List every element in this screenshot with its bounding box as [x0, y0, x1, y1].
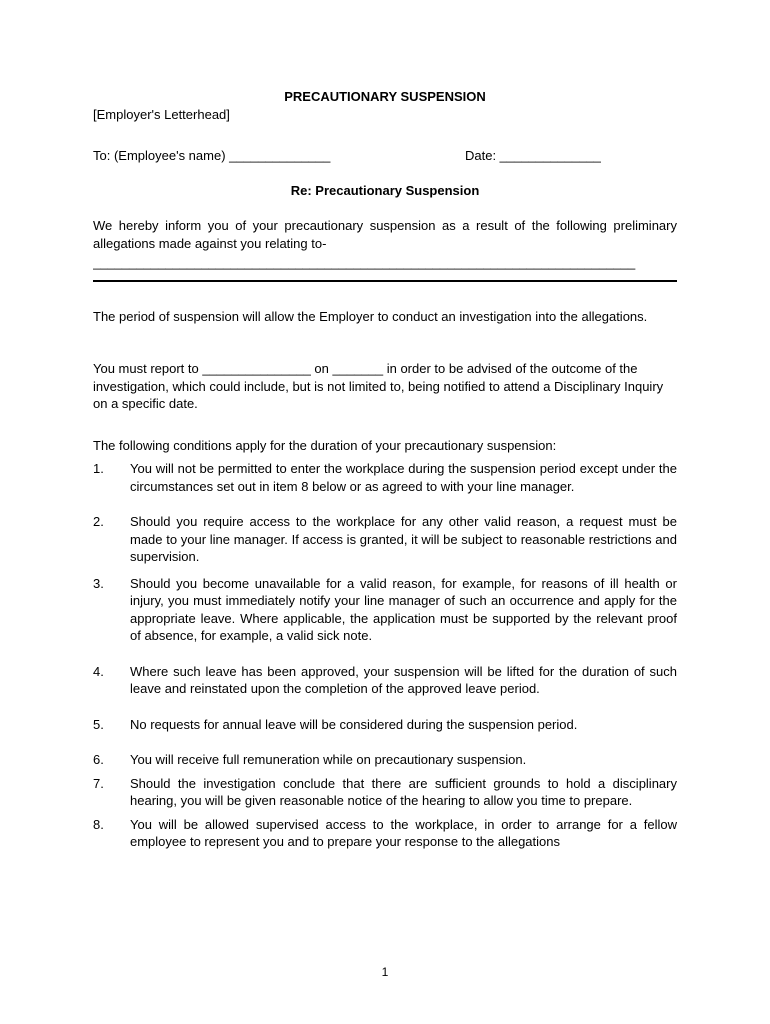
item-number: 3. [93, 575, 104, 591]
letterhead-placeholder: [Employer's Letterhead] [93, 106, 230, 122]
list-item [93, 816, 677, 851]
item-text: Should you become unavailable for a valid reason, for example, for reasons of ill health or injury, you must immediately notify your line manager of such an occurrence and apply for the appropriate leave. Where applicable, the application must be supported by the relevant proof of absence, for example, a valid sick note. [130, 575, 677, 643]
item-text: Should the investigation conclude that there are sufficient grounds to hold a disciplinary hearing, you will be given reasonable notice of the hearing to allow you time to prepare. [130, 775, 677, 808]
intro-paragraph: We hereby inform you of your precautionary suspension as a result of the following preliminary allegations made against you relating to- [93, 218, 677, 251]
list-item [93, 663, 677, 698]
allegations-blank-line: ___________________________________________________________________________ [93, 255, 636, 270]
date-line: Date: ______________ [465, 148, 601, 163]
item-number: 6. [93, 752, 104, 767]
report-paragraph: You must report to _______________ on _______ in order to be advised of the outcome of the investigation, which could include, but is not limited to, being notified to attend a Disciplinary Inquiry on a specific date. [93, 361, 664, 411]
item-number: 8. [93, 816, 104, 832]
document-title: PRECAUTIONARY SUSPENSION [284, 89, 486, 104]
item-text: You will not be permitted to enter the workplace during the suspension period except under the circumstances set out in item 8 below or as agreed to with your line manager. [130, 461, 677, 494]
item-number: 5. [93, 716, 104, 732]
page-number: 1 [381, 965, 389, 979]
item-number: 1. [93, 461, 104, 476]
period-paragraph: The period of suspension will allow the Employer to conduct an investigation into the allegations. [93, 308, 648, 324]
list-item [93, 460, 677, 495]
list-item [93, 513, 677, 566]
item-number: 2. [93, 514, 104, 529]
list-item [93, 751, 677, 769]
list-item [93, 575, 677, 645]
addressee-row [93, 147, 677, 165]
item-text: Should you require access to the workplace for any other valid reason, a request must be made to your line manager. If access is granted, it will be subject to reasonable restrictions and supervision. [130, 514, 677, 564]
item-text: You will receive full remuneration while on precautionary suspension. [130, 752, 527, 767]
document-body [93, 88, 677, 851]
item-text: Where such leave has been approved, your suspension will be lifted for the duration of such leave and reinstated upon the completion of the approved leave period. [130, 663, 677, 696]
subject-line: Re: Precautionary Suspension [290, 182, 480, 198]
item-number: 7. [93, 775, 104, 791]
item-text: No requests for annual leave will be considered during the suspension period. [130, 716, 578, 732]
list-item [93, 716, 677, 734]
to-line: To: (Employee's name) ______________ [93, 148, 331, 163]
item-text: You will be allowed supervised access to the workplace, in order to arrange for a fellow employee to represent you and to prepare your response to the allegations [130, 816, 677, 849]
conditions-intro: The following conditions apply for the duration of your precautionary suspension: [93, 437, 557, 453]
item-number: 4. [93, 663, 104, 679]
list-item [93, 775, 677, 810]
conditions-list [93, 460, 677, 851]
horizontal-rule [93, 280, 677, 282]
